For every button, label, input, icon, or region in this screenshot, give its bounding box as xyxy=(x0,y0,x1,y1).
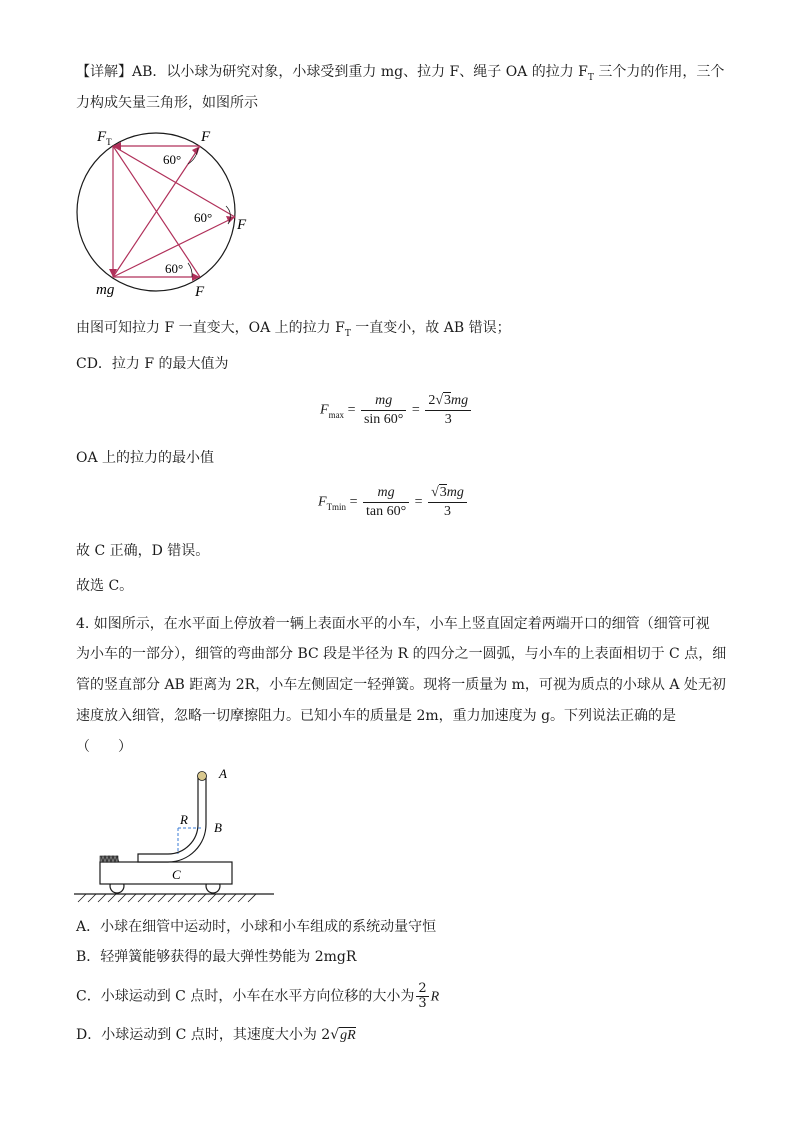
ab-conclusion: 由图可知拉力 F 一直变大，OA 上的拉力 $F_T$ 一直变小，故 AB 错误； xyxy=(76,320,511,339)
ft-label: $F_T$ xyxy=(97,129,112,147)
option-d: D．小球运动到 C 点时，其速度大小为 2√gR xyxy=(76,1027,356,1043)
detail-line-2: 力构成矢量三角形，如图所示 xyxy=(76,95,258,111)
oa-min-intro: OA 上的拉力的最小值 xyxy=(76,450,215,466)
arrowhead-f1 xyxy=(192,146,200,155)
tube xyxy=(138,776,206,862)
label-b: B xyxy=(214,820,222,835)
cd-intro: CD．拉力 F 的最大值为 xyxy=(76,356,229,372)
cd-conclusion: 故 C 正确，D 错误。 xyxy=(76,543,210,559)
detail-line-1: 【详解】AB．以小球为研究对象，小球受到重力 mg、拉力 F、绳子 OA 的拉力 $F_T$ 三个力的作用，三个 xyxy=(76,64,725,83)
q4-line-3: 管的竖直部分 AB 距离为 2R，小车左侧固定一轻弹簧。现将一质量为 m，可视为质点的小球从 A 处无初 xyxy=(76,677,726,693)
cart-body xyxy=(100,862,232,884)
angle-label-top: 60° xyxy=(163,152,182,167)
answer-line: 故选 C。 xyxy=(76,578,134,594)
f-label-right: F xyxy=(237,217,247,233)
f-label-top: F xyxy=(201,129,211,145)
q4-blank: （ ） xyxy=(76,739,132,755)
cart-tube-figure xyxy=(74,762,274,910)
vector-triangle-figure xyxy=(70,122,260,302)
fmax-equation: $F_{max}$ = $\frac{mg}{\sin 60^\circ}$ = $\frac{2√3mg}{3}$ xyxy=(320,392,473,429)
label-r: R xyxy=(180,812,188,827)
f-label-bottom: F xyxy=(195,284,205,300)
option-b: B．轻弹簧能够获得的最大弹性势能为 2mgR xyxy=(76,949,357,965)
option-a: A．小球在细管中运动时，小球和小车组成的系统动量守恒 xyxy=(76,919,437,935)
label-c: C xyxy=(172,867,181,882)
q4-line-1: 4. 如图所示，在水平面上停放着一辆上表面水平的小车，小车上竖直固定着两端开口的细管（细管可视 xyxy=(76,616,710,632)
angle-label-right: 60° xyxy=(194,210,213,225)
label-a: A xyxy=(219,766,227,781)
q4-line-2: 为小车的一部分），细管的弯曲部分 BC 段是半径为 R 的四分之一圆弧，与小车的上表面相切于 C 点，细 xyxy=(76,646,727,662)
mg-label: mg xyxy=(96,282,115,298)
ftmin-equation: $F_{Tmin}$ = $\frac{mg}{\tan 60^\circ}$ = $\frac{√3mg}{3}$ xyxy=(318,484,469,521)
angle-label-bottom: 60° xyxy=(165,261,184,276)
ball xyxy=(198,772,207,781)
option-c: C．小球运动到 C 点时，小车在水平方向位移的大小为 $\frac{2}{3}$ R xyxy=(76,981,440,1011)
q4-line-4: 速度放入细管，忽略一切摩擦阻力。已知小车的质量是 2m，重力加速度为 g。下列说法正确的是 xyxy=(76,708,677,724)
